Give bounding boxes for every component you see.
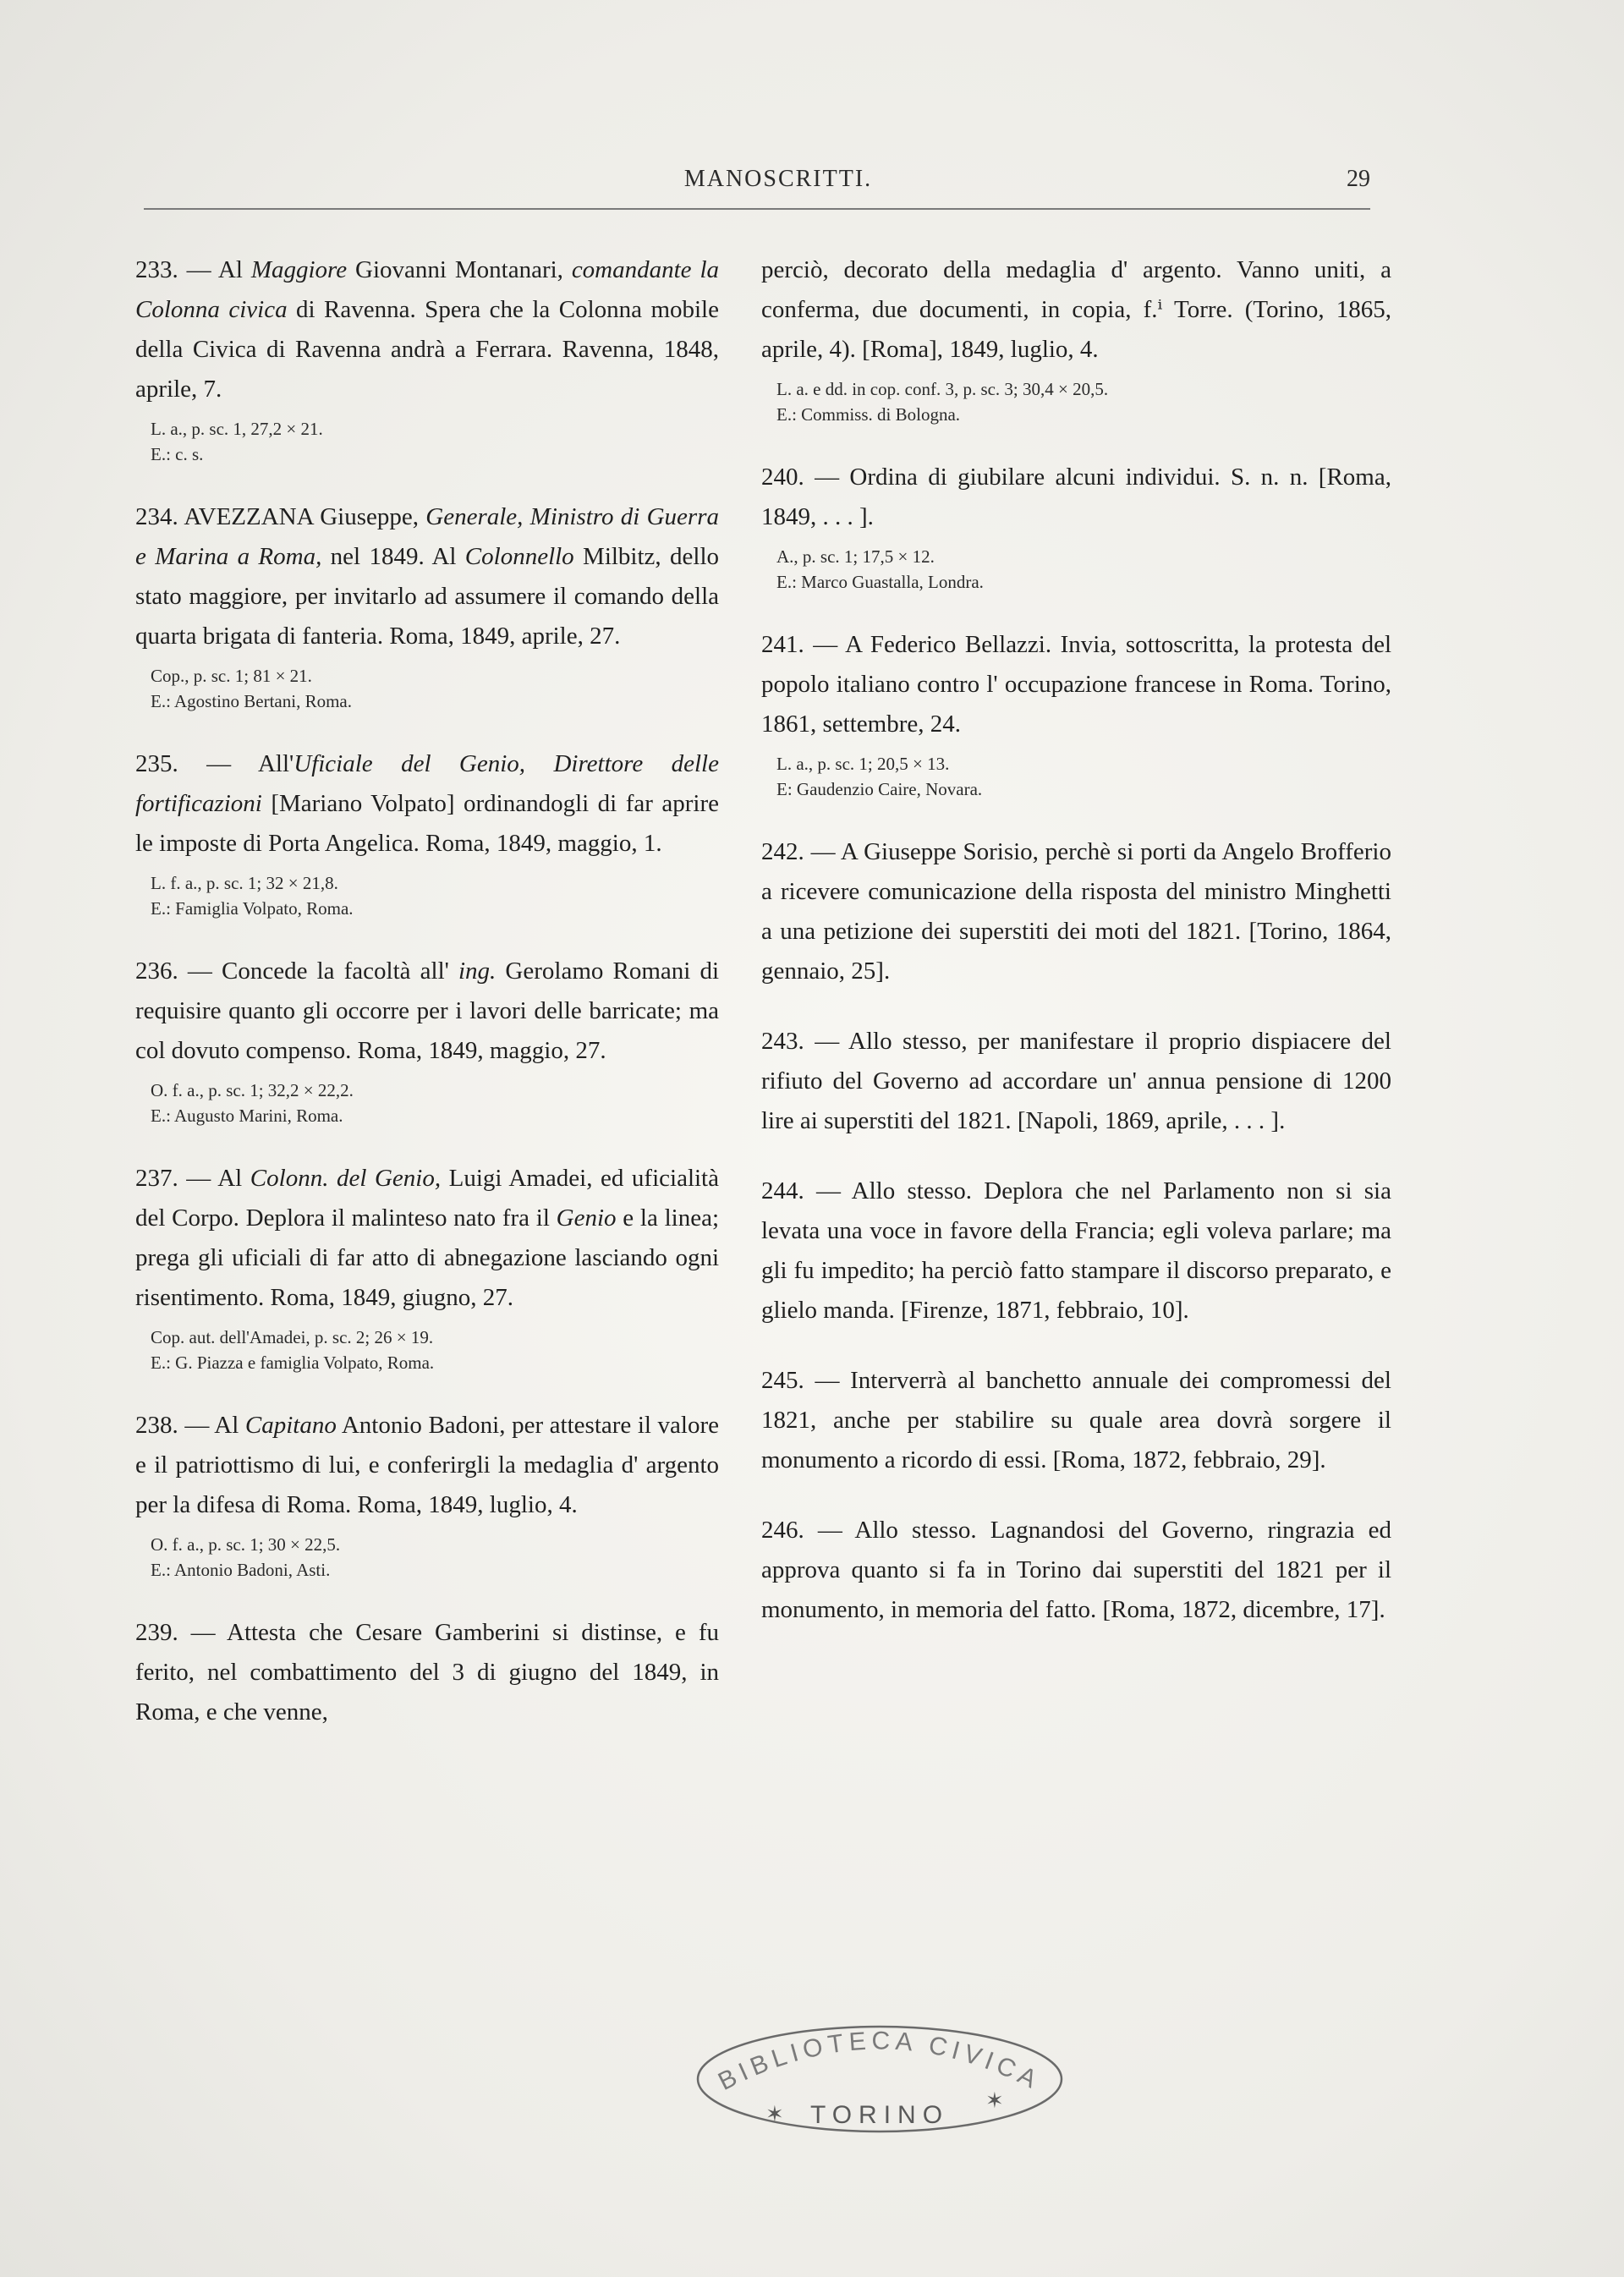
catalog-entry-244 — [761, 1171, 1391, 1331]
entry-text-part: di Ravenna. Spera che la Colonna mobile della Civica di Ravenna andrà a Ferrara. Ravenna, 1848, aprile, 7. — [135, 296, 719, 403]
catalog-entry-243 — [761, 1022, 1391, 1141]
entry-text-part: — Allo stesso. Lagnandosi del Governo, ringrazia ed approva quanto si fa in Torino dai superstiti del 1821 per il monumento, in memoria del fatto. [Roma, 1872, dicembre, 17]. — [761, 1517, 1391, 1623]
entry-number: 234. — [135, 503, 178, 530]
entry-physical-description: O. f. a., p. sc. 1; 32,2 × 22,2. — [151, 1080, 354, 1100]
entry-physical-description: A., p. sc. 1; 17,5 × 12. — [776, 546, 935, 567]
entry-physical-description: L. f. a., p. sc. 1; 32 × 21,8. — [151, 873, 338, 893]
entry-text — [761, 458, 1391, 537]
header-rule — [144, 208, 1370, 210]
entry-text-part: [Mariano Volpato] ordinandogli di far aprire le imposte di Porta Angelica. Roma, 1849, maggio, 1. — [135, 790, 719, 857]
entry-italic: Generale, Ministro di Guerra e Marina a Roma, — [135, 503, 719, 570]
entry-text-part: Antonio Badoni, per attestare il valore e il patriottismo di lui, e conferirgli la medaglia d' argento per la difesa di Roma. Roma, 1849, luglio, 4. — [135, 1412, 719, 1518]
entry-text-part: — Al — [178, 1165, 250, 1192]
entry-provenance: E.: Agostino Bertani, Roma. — [151, 691, 352, 711]
entry-physical-description: L. a., p. sc. 1, 27,2 × 21. — [151, 419, 323, 439]
entry-metadata — [761, 376, 1391, 427]
entry-text-part: — All' — [178, 750, 294, 777]
entry-text — [135, 744, 719, 864]
entry-metadata — [135, 416, 719, 467]
entry-italic: Colonn. del Genio, — [250, 1165, 442, 1192]
entry-number: 241. — [761, 631, 804, 658]
entry-metadata — [761, 544, 1391, 595]
catalog-entry-246 — [761, 1511, 1391, 1630]
stamp-star-icon: ✶ — [985, 2088, 1004, 2113]
entry-text-part: — Allo stesso, per manifestare il proprio dispiacere del rifiuto del Governo ad accordare un' annua pensione di 1200 lire ai superstiti del 1821. [Napoli, 1869, aprile, . . . ]. — [761, 1028, 1391, 1134]
entry-number: 233. — [135, 256, 178, 283]
entry-italic: Genio — [556, 1204, 617, 1232]
entry-italic: Colonnello — [464, 543, 574, 570]
entry-text — [761, 1022, 1391, 1141]
entry-metadata — [135, 870, 719, 921]
catalog-entry-235 — [135, 744, 719, 921]
entry-physical-description: Cop., p. sc. 1; 81 × 21. — [151, 666, 312, 686]
entry-number: 242. — [761, 838, 804, 865]
entry-metadata — [135, 1078, 719, 1128]
stamp-bottom-text: TORINO — [809, 2101, 950, 2129]
entry-provenance: E.: c. s. — [151, 444, 204, 464]
page-number: 29 — [1347, 166, 1370, 192]
entry-text: perciò, decorato della medaglia d' argento. Vanno uniti, a conferma, due documenti, in copia, f.ⁱ Torre. (Torino, 1865, aprile, 4). [Roma], 1849, luglio, 4. — [761, 256, 1391, 363]
entry-number: 238. — [135, 1412, 178, 1439]
catalog-entry-236 — [135, 952, 719, 1128]
entry-text — [761, 625, 1391, 744]
entry-provenance: E.: Famiglia Volpato, Roma. — [151, 898, 354, 919]
catalog-entry-237 — [135, 1159, 719, 1375]
entry-italic: Capitano — [244, 1412, 337, 1439]
entry-italic: comandante la Colonna civica — [135, 256, 720, 323]
entry-text-part: — Attesta che Cesare Gamberini si distinse, e fu ferito, nel combattimento del 3 di giugno del 1849, in Roma, e che venne, — [135, 1619, 719, 1726]
entry-italic: Maggiore — [250, 256, 348, 283]
entry-text — [135, 952, 719, 1071]
entry-provenance: E.: Marco Guastalla, Londra. — [776, 572, 984, 592]
entry-text-part: — A Giuseppe Sorisio, perchè si porti da Angelo Brofferio a ricevere comunicazione della risposta del ministro Minghetti a una petizione dei superstiti dei moti del 1821. [Torino, 1864, gennaio, 25]. — [761, 838, 1391, 985]
entry-provenance: E.: Augusto Marini, Roma. — [151, 1106, 343, 1126]
entry-metadata — [135, 663, 719, 714]
entry-number: 243. — [761, 1028, 804, 1055]
entry-text-part: e la linea; prega gli uficiali di far atto di abnegazione lasciando ogni risentimento. Roma, 1849, giugno, 27. — [135, 1204, 720, 1311]
entry-physical-description: L. a., p. sc. 1; 20,5 × 13. — [776, 754, 950, 774]
entry-physical-description: O. f. a., p. sc. 1; 30 × 22,5. — [151, 1534, 341, 1555]
entry-text-part: Milbitz, dello stato maggiore, per invitarlo ad assumere il comando della quarta brigata di fanteria. Roma, 1849, aprile, 27. — [135, 543, 720, 650]
catalog-entry-234 — [135, 497, 719, 714]
entry-text-part: — Interverrà al banchetto annuale dei compromessi del 1821, anche per stabilire su quale area dovrà sorgere il monumento a ricordo di essi. [Roma, 1872, febbraio, 29]. — [761, 1367, 1391, 1473]
entry-provenance: E: Gaudenzio Caire, Novara. — [776, 779, 983, 799]
entry-text-part: AVEZZANA Giuseppe, — [178, 503, 426, 530]
entry-provenance: E.: Commiss. di Bologna. — [776, 404, 961, 425]
stamp-star-icon: ✶ — [765, 2101, 784, 2126]
entry-text-part: — Al — [178, 256, 251, 283]
entry-text — [761, 1171, 1391, 1331]
entry-text — [135, 1613, 719, 1732]
catalog-entry-241 — [761, 625, 1391, 802]
entry-text-part: — Allo stesso. Deplora che nel Parlamento non si sia levata una voce in favore della Francia; egli voleva parlare; ma gli fu impedito; ha perciò fatto stampare il discorso preparato, e glielo manda. [Firenze, 1871, febbraio, 10]. — [761, 1177, 1391, 1324]
entry-text-part: Giovanni Montanari, — [347, 256, 572, 283]
entry-italic: ing. — [458, 957, 497, 985]
entry-metadata — [135, 1325, 719, 1375]
entry-text — [761, 1361, 1391, 1480]
entry-text — [135, 1406, 719, 1525]
entry-text — [135, 1159, 719, 1318]
catalog-entry-245 — [761, 1361, 1391, 1480]
entry-number: 237. — [135, 1165, 178, 1192]
entry-provenance: E.: G. Piazza e famiglia Volpato, Roma. — [151, 1352, 435, 1373]
entry-number: 239. — [135, 1619, 178, 1646]
stamp-top-text: BIBLIOTECA CIVICA — [714, 2027, 1045, 2096]
entry-italic: Uficiale del Genio, Direttore delle fortificazioni — [135, 750, 719, 817]
entry-provenance: E.: Antonio Badoni, Asti. — [151, 1560, 331, 1580]
entry-text — [761, 832, 1391, 991]
entry-number: 245. — [761, 1367, 804, 1394]
entry-physical-description: Cop. aut. dell'Amadei, p. sc. 2; 26 × 19. — [151, 1327, 434, 1347]
catalog-entry-240 — [761, 458, 1391, 595]
entry-number: 240. — [761, 464, 804, 491]
entry-number: 244. — [761, 1177, 804, 1204]
entry-text-part: — Ordina di giubilare alcuni individui. S. n. n. [Roma, 1849, . . . ]. — [761, 464, 1391, 530]
left-column — [135, 250, 719, 1763]
entry-number: 235. — [135, 750, 178, 777]
entry-text-part: — Al — [178, 1412, 245, 1439]
running-head: MANOSCRITTI. — [683, 166, 873, 192]
entry-text — [761, 1511, 1391, 1630]
entry-text-part: nel 1849. Al — [321, 543, 465, 570]
right-column — [761, 250, 1391, 1660]
entry-number: 236. — [135, 957, 178, 985]
catalog-entry-239-continued — [761, 250, 1391, 427]
entry-physical-description: L. a. e dd. in cop. conf. 3, p. sc. 3; 30,4 × 20,5. — [776, 379, 1109, 399]
catalog-entry-233 — [135, 250, 719, 467]
entry-number: 246. — [761, 1517, 804, 1544]
catalog-entry-239 — [135, 1613, 719, 1732]
entry-metadata — [761, 751, 1391, 802]
entry-metadata — [135, 1532, 719, 1583]
library-stamp — [685, 2013, 1074, 2140]
entry-text-part: Gerolamo Romani di requisire quanto gli occorre per i lavori delle barricate; ma col dovuto compenso. Roma, 1849, maggio, 27. — [135, 957, 720, 1064]
entry-text-part: Luigi Amadei, ed uficialità del Corpo. Deplora il malinteso nato fra il — [135, 1165, 719, 1232]
catalog-entry-242 — [761, 832, 1391, 991]
entry-text-part: — Concede la facoltà all' — [178, 957, 458, 985]
entry-text — [135, 497, 719, 656]
entry-text-part: — A Federico Bellazzi. Invia, sottoscritta, la protesta del popolo italiano contro l' occupazione francese in Roma. Torino, 1861, settembre, 24. — [761, 631, 1391, 738]
entry-text — [135, 250, 719, 409]
catalog-entry-238 — [135, 1406, 719, 1583]
